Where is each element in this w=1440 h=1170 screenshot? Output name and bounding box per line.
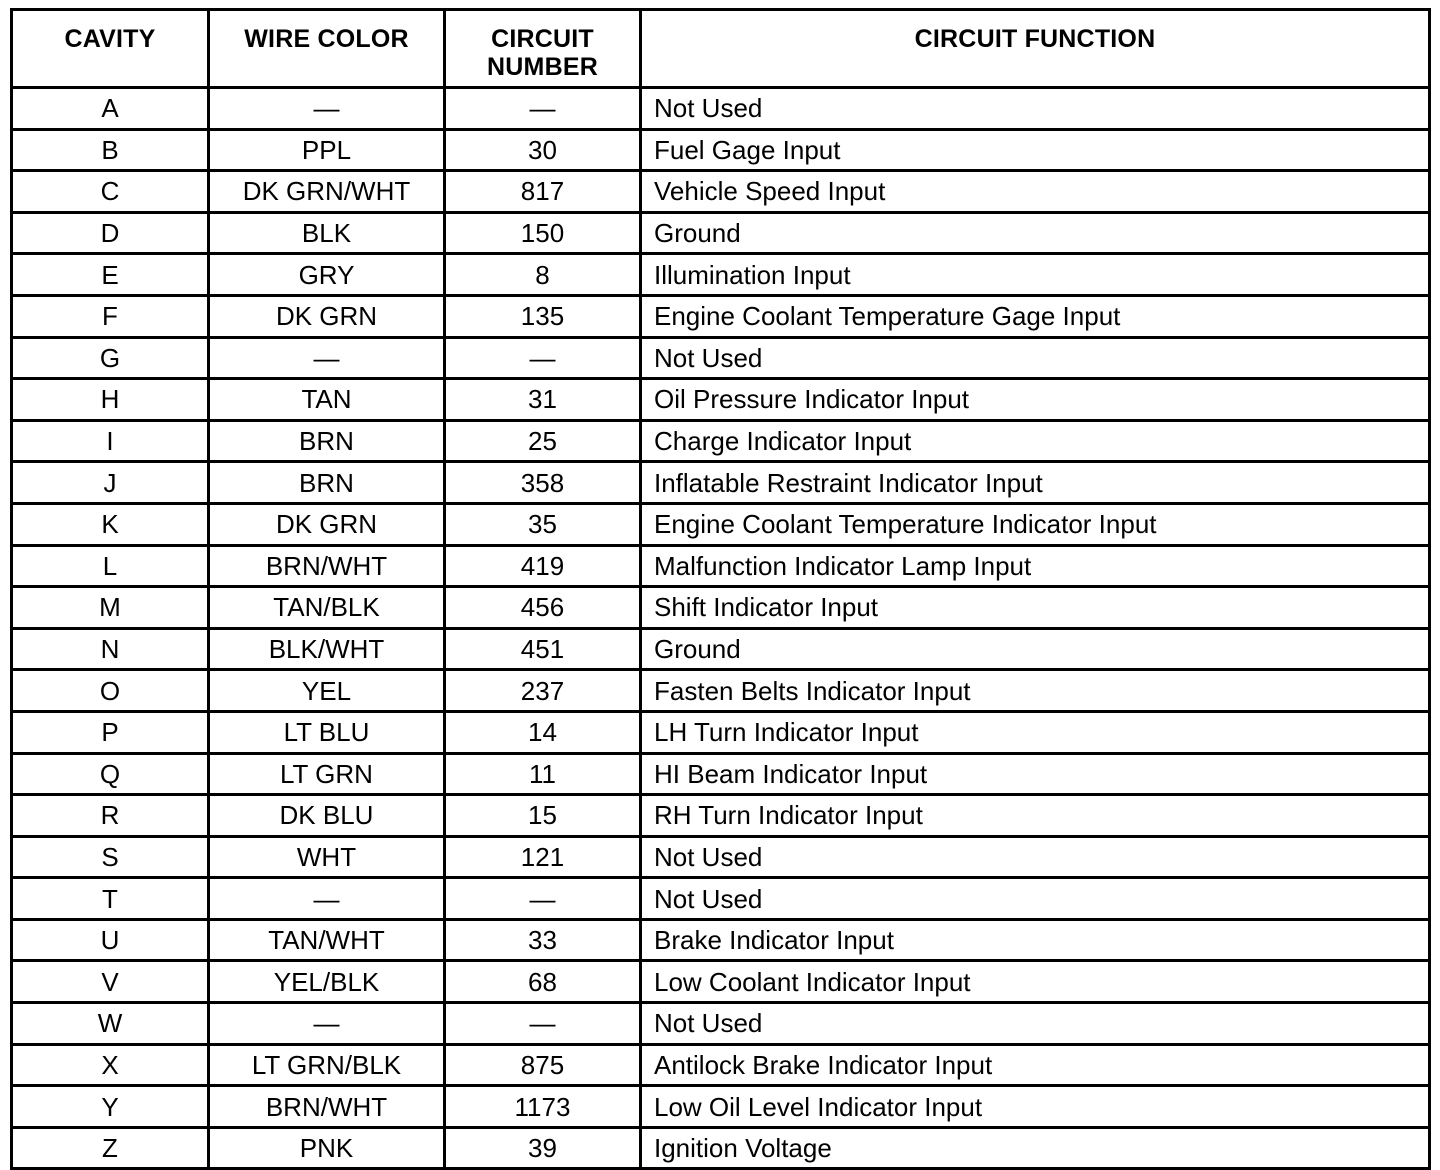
cell-circuit-number: 1173: [445, 1086, 641, 1128]
table-row: [12, 628, 1430, 670]
cell-wire-color: TAN/BLK: [209, 587, 445, 629]
cell-circuit-number: 875: [445, 1044, 641, 1086]
cell-wire-color: YEL/BLK: [209, 961, 445, 1003]
cell-circuit-function: Engine Coolant Temperature Gage Input: [641, 295, 1430, 337]
cell-cavity: W: [12, 1003, 209, 1045]
cell-cavity: L: [12, 545, 209, 587]
table-row: [12, 670, 1430, 712]
cell-circuit-number: 8: [445, 254, 641, 296]
cell-wire-color: BRN/WHT: [209, 545, 445, 587]
table-row: [12, 503, 1430, 545]
cell-circuit-function: Ignition Voltage: [641, 1127, 1430, 1169]
cell-circuit-number: 25: [445, 420, 641, 462]
table-row: [12, 88, 1430, 130]
table-row: [12, 587, 1430, 629]
cell-circuit-number: 15: [445, 795, 641, 837]
cell-wire-color: TAN: [209, 379, 445, 421]
cell-circuit-number: 121: [445, 836, 641, 878]
cell-wire-color: LT GRN/BLK: [209, 1044, 445, 1086]
cell-cavity: A: [12, 88, 209, 130]
table-row: [12, 961, 1430, 1003]
cell-circuit-number: 31: [445, 379, 641, 421]
cell-circuit-function: Fuel Gage Input: [641, 129, 1430, 171]
cell-cavity: T: [12, 878, 209, 920]
cell-circuit-function: Not Used: [641, 88, 1430, 130]
cell-circuit-number: —: [445, 878, 641, 920]
cell-circuit-function: Not Used: [641, 878, 1430, 920]
cell-circuit-number: 35: [445, 503, 641, 545]
cell-circuit-number: 456: [445, 587, 641, 629]
table-row: [12, 337, 1430, 379]
cell-circuit-function: Low Oil Level Indicator Input: [641, 1086, 1430, 1128]
connector-pinout-table: [10, 8, 1431, 1170]
cell-circuit-function: Low Coolant Indicator Input: [641, 961, 1430, 1003]
cell-wire-color: LT GRN: [209, 753, 445, 795]
cell-wire-color: DK BLU: [209, 795, 445, 837]
table-row: [12, 836, 1430, 878]
cell-cavity: S: [12, 836, 209, 878]
cell-cavity: N: [12, 628, 209, 670]
cell-circuit-number: 451: [445, 628, 641, 670]
cell-cavity: Y: [12, 1086, 209, 1128]
cell-circuit-number: 68: [445, 961, 641, 1003]
cell-cavity: P: [12, 711, 209, 753]
cell-cavity: Z: [12, 1127, 209, 1169]
cell-wire-color: BLK/WHT: [209, 628, 445, 670]
cell-circuit-number: —: [445, 1003, 641, 1045]
table-row: [12, 1127, 1430, 1169]
cell-circuit-function: LH Turn Indicator Input: [641, 711, 1430, 753]
cell-cavity: F: [12, 295, 209, 337]
cell-circuit-function: Ground: [641, 212, 1430, 254]
cell-circuit-function: Oil Pressure Indicator Input: [641, 379, 1430, 421]
cell-wire-color: BRN/WHT: [209, 1086, 445, 1128]
cell-cavity: Q: [12, 753, 209, 795]
cell-circuit-number: 39: [445, 1127, 641, 1169]
cell-cavity: M: [12, 587, 209, 629]
table-row: [12, 795, 1430, 837]
cell-wire-color: PPL: [209, 129, 445, 171]
header-circuit-number-line2: NUMBER: [487, 53, 598, 81]
cell-wire-color: —: [209, 88, 445, 130]
cell-circuit-function: Shift Indicator Input: [641, 587, 1430, 629]
table-row: [12, 711, 1430, 753]
table-row: [12, 212, 1430, 254]
cell-cavity: J: [12, 462, 209, 504]
cell-wire-color: BRN: [209, 420, 445, 462]
cell-cavity: G: [12, 337, 209, 379]
cell-wire-color: WHT: [209, 836, 445, 878]
cell-wire-color: BRN: [209, 462, 445, 504]
cell-cavity: O: [12, 670, 209, 712]
cell-wire-color: —: [209, 1003, 445, 1045]
cell-circuit-function: Not Used: [641, 1003, 1430, 1045]
cell-circuit-function: HI Beam Indicator Input: [641, 753, 1430, 795]
cell-circuit-function: Charge Indicator Input: [641, 420, 1430, 462]
cell-circuit-function: Fasten Belts Indicator Input: [641, 670, 1430, 712]
cell-wire-color: GRY: [209, 254, 445, 296]
table-row: [12, 545, 1430, 587]
table-row: [12, 171, 1430, 213]
cell-wire-color: DK GRN/WHT: [209, 171, 445, 213]
cell-circuit-function: Not Used: [641, 836, 1430, 878]
cell-wire-color: LT BLU: [209, 711, 445, 753]
cell-circuit-number: 11: [445, 753, 641, 795]
table-row: [12, 878, 1430, 920]
cell-cavity: V: [12, 961, 209, 1003]
cell-cavity: D: [12, 212, 209, 254]
cell-circuit-function: Illumination Input: [641, 254, 1430, 296]
cell-circuit-number: 135: [445, 295, 641, 337]
cell-circuit-number: 30: [445, 129, 641, 171]
cell-cavity: X: [12, 1044, 209, 1086]
cell-circuit-number: 33: [445, 919, 641, 961]
cell-circuit-number: —: [445, 88, 641, 130]
cell-circuit-function: Vehicle Speed Input: [641, 171, 1430, 213]
cell-circuit-function: Brake Indicator Input: [641, 919, 1430, 961]
cell-circuit-number: 358: [445, 462, 641, 504]
table-header: [12, 10, 1430, 88]
header-wire-color: WIRE COLOR: [209, 10, 445, 88]
table-row: [12, 379, 1430, 421]
table-row: [12, 1086, 1430, 1128]
cell-wire-color: DK GRN: [209, 295, 445, 337]
cell-circuit-number: 419: [445, 545, 641, 587]
cell-wire-color: YEL: [209, 670, 445, 712]
cell-wire-color: —: [209, 878, 445, 920]
cell-circuit-function: Malfunction Indicator Lamp Input: [641, 545, 1430, 587]
cell-circuit-number: 817: [445, 171, 641, 213]
table-body: [12, 88, 1430, 1169]
header-circuit-number-line1: CIRCUIT: [491, 25, 594, 53]
cell-circuit-number: —: [445, 337, 641, 379]
cell-circuit-function: RH Turn Indicator Input: [641, 795, 1430, 837]
cell-cavity: R: [12, 795, 209, 837]
cell-circuit-function: Not Used: [641, 337, 1430, 379]
table-row: [12, 420, 1430, 462]
header-circuit-number: [445, 10, 641, 88]
cell-wire-color: BLK: [209, 212, 445, 254]
table-row: [12, 129, 1430, 171]
table-row: [12, 919, 1430, 961]
cell-circuit-number: 14: [445, 711, 641, 753]
header-cavity: CAVITY: [12, 10, 209, 88]
cell-circuit-function: Inflatable Restraint Indicator Input: [641, 462, 1430, 504]
table-row: [12, 1044, 1430, 1086]
cell-wire-color: —: [209, 337, 445, 379]
table-row: [12, 1003, 1430, 1045]
cell-cavity: E: [12, 254, 209, 296]
table-row: [12, 295, 1430, 337]
cell-cavity: H: [12, 379, 209, 421]
cell-cavity: K: [12, 503, 209, 545]
table-row: [12, 254, 1430, 296]
cell-circuit-function: Antilock Brake Indicator Input: [641, 1044, 1430, 1086]
header-row: [12, 10, 1430, 88]
cell-cavity: U: [12, 919, 209, 961]
cell-cavity: I: [12, 420, 209, 462]
table-row: [12, 753, 1430, 795]
header-circuit-function: CIRCUIT FUNCTION: [641, 10, 1430, 88]
cell-cavity: B: [12, 129, 209, 171]
cell-cavity: C: [12, 171, 209, 213]
cell-circuit-number: 150: [445, 212, 641, 254]
cell-wire-color: PNK: [209, 1127, 445, 1169]
table-row: [12, 462, 1430, 504]
cell-wire-color: DK GRN: [209, 503, 445, 545]
cell-circuit-function: Engine Coolant Temperature Indicator Input: [641, 503, 1430, 545]
cell-circuit-number: 237: [445, 670, 641, 712]
cell-circuit-function: Ground: [641, 628, 1430, 670]
cell-wire-color: TAN/WHT: [209, 919, 445, 961]
